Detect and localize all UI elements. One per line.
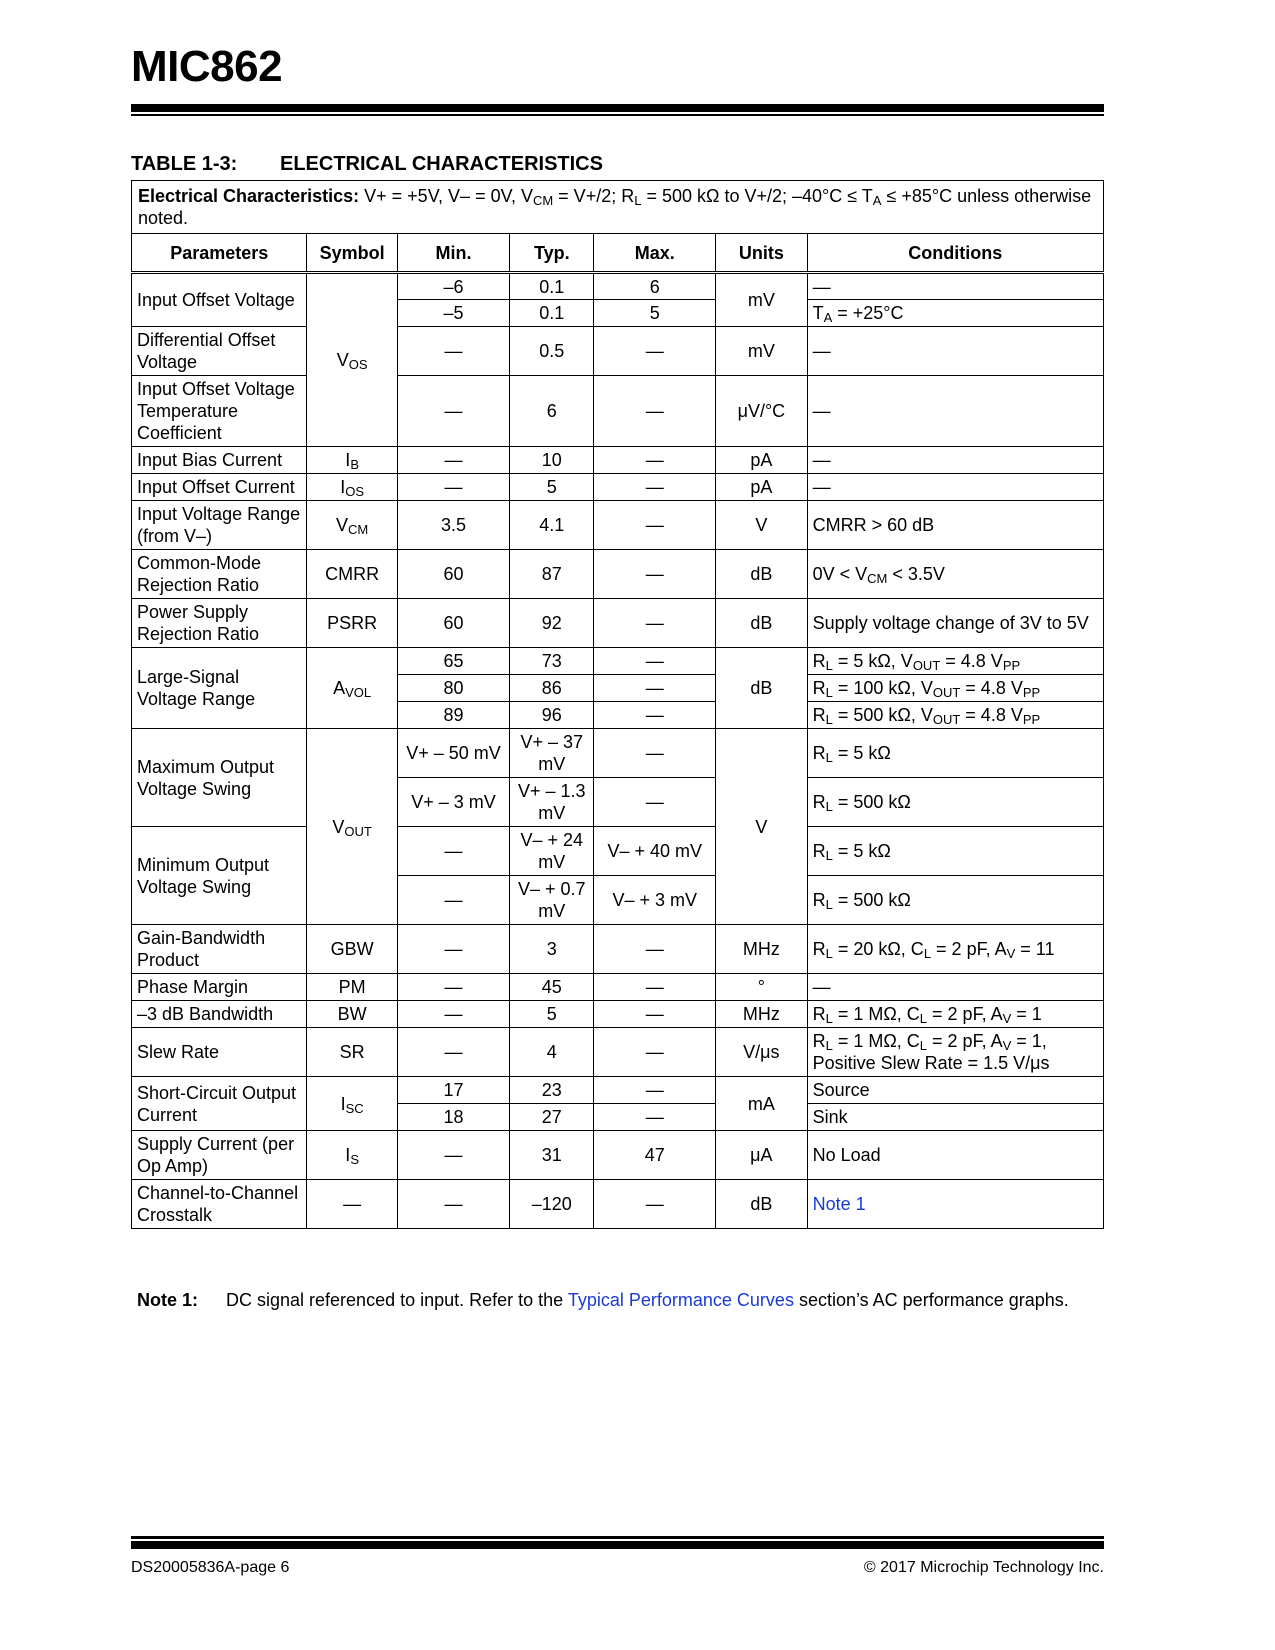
value-cell: 17	[397, 1077, 509, 1104]
col-header: Parameters	[132, 234, 307, 273]
conditions-cell: Supply voltage change of 3V to 5V	[807, 599, 1103, 648]
conditions-cell: $R_L = 1$ MΩ, $C_L = 2$ pF, $A_V = 1$, Positive Slew Rate = 1.5 V/μs	[807, 1028, 1103, 1077]
conditions-cell: CMRR > 60 dB	[807, 501, 1103, 550]
value-cell: —	[594, 501, 716, 550]
param-cell: Input Bias Current	[132, 447, 307, 474]
param-cell: Large-Signal Voltage Range	[132, 648, 307, 729]
value-cell: 0.1	[510, 273, 594, 300]
header-rule	[131, 104, 1104, 112]
value-cell: —	[397, 376, 509, 447]
value-cell: —	[594, 925, 716, 974]
value-cell: —	[397, 974, 509, 1001]
value-cell: —	[594, 702, 716, 729]
symbol-cell: $V_{CM}$	[307, 501, 397, 550]
value-cell: —	[594, 1180, 716, 1229]
value-cell: —	[594, 327, 716, 376]
param-cell: Input Voltage Range (from V–)	[132, 501, 307, 550]
conditions-cell: $R_L = 20$ kΩ, $C_L = 2$ pF, $A_V = 11$	[807, 925, 1103, 974]
param-cell: Maximum Output Voltage Swing	[132, 729, 307, 827]
col-header: Min.	[397, 234, 509, 273]
col-header: Typ.	[510, 234, 594, 273]
param-cell: –3 dB Bandwidth	[132, 1001, 307, 1028]
conditions-cell: Sink	[807, 1104, 1103, 1131]
conditions-cell: $R_L = 5$ kΩ	[807, 827, 1103, 876]
conditions-cell: $R_L = 100$ kΩ, $V_{OUT} = 4.8$ $V_{PP}$	[807, 675, 1103, 702]
value-cell: —	[397, 925, 509, 974]
col-header: Units	[716, 234, 807, 273]
param-cell: Gain-Bandwidth Product	[132, 925, 307, 974]
note-label: Note 1:	[137, 1290, 199, 1310]
conditions-cell: —	[807, 273, 1103, 300]
conditions-cell: $R_L = 5$ kΩ	[807, 729, 1103, 778]
conditions-cell: —	[807, 974, 1103, 1001]
value-cell: —	[397, 474, 509, 501]
note-text: DC signal referenced to input. Refer to the	[226, 1290, 568, 1310]
value-cell: 60	[397, 599, 509, 648]
param-cell: Minimum Output Voltage Swing	[132, 827, 307, 925]
value-cell: 4	[510, 1028, 594, 1077]
value-cell: V+ – 37 mV	[510, 729, 594, 778]
value-cell: 5	[510, 1001, 594, 1028]
value-cell: 86	[510, 675, 594, 702]
value-cell: —	[397, 447, 509, 474]
value-cell: 87	[510, 550, 594, 599]
value-cell: 92	[510, 599, 594, 648]
note-text: section’s AC performance graphs.	[793, 1290, 1069, 1310]
value-cell: —	[594, 1001, 716, 1028]
value-cell: 47	[594, 1131, 716, 1180]
value-cell: 0.5	[510, 327, 594, 376]
table-row	[132, 550, 1104, 599]
param-cell: Common-Mode Rejection Ratio	[132, 550, 307, 599]
conditions-cell: No Load	[807, 1131, 1103, 1180]
value-cell: V– + 3 mV	[594, 876, 716, 925]
document-number: DS20005836A-page 6	[131, 1559, 290, 1576]
symbol-cell: GBW	[307, 925, 397, 974]
table-row	[132, 376, 1104, 447]
copyright: © 2017 Microchip Technology Inc.	[863, 1559, 1104, 1576]
symbol-cell: SR	[307, 1028, 397, 1077]
conditions-cell: $T_A = +25^\circ C$	[807, 300, 1103, 327]
value-cell: –5	[397, 300, 509, 327]
table-row	[132, 925, 1104, 974]
table-row	[132, 599, 1104, 648]
units-cell: °	[716, 974, 807, 1001]
value-cell: —	[594, 778, 716, 827]
units-cell: dB	[716, 1180, 807, 1229]
symbol-cell: PM	[307, 974, 397, 1001]
symbol-cell: $V_{OUT}$	[307, 729, 397, 925]
footer-rule	[131, 1541, 1104, 1549]
symbol-cell: CMRR	[307, 550, 397, 599]
symbol-cell: $V_{OS}$	[307, 273, 397, 447]
symbol-cell: BW	[307, 1001, 397, 1028]
electrical-characteristics-table	[131, 180, 1104, 1229]
value-cell: 6	[594, 273, 716, 300]
conditions-cell: —	[807, 376, 1103, 447]
param-cell: Channel-to-Channel Crosstalk	[132, 1180, 307, 1229]
value-cell: 10	[510, 447, 594, 474]
value-cell: V+ – 1.3 mV	[510, 778, 594, 827]
param-cell: Slew Rate	[132, 1028, 307, 1077]
value-cell: —	[594, 447, 716, 474]
value-cell: V– + 24 mV	[510, 827, 594, 876]
units-cell: mV	[716, 327, 807, 376]
value-cell: 5	[594, 300, 716, 327]
value-cell: —	[594, 1104, 716, 1131]
header-row	[132, 234, 1104, 273]
value-cell: —	[594, 974, 716, 1001]
value-cell: V+ – 50 mV	[397, 729, 509, 778]
col-header: Symbol	[307, 234, 397, 273]
table-title: ELECTRICAL CHARACTERISTICS	[280, 153, 603, 175]
symbol-cell: PSRR	[307, 599, 397, 648]
table-number: TABLE 1-3:	[131, 153, 238, 175]
value-cell: —	[594, 474, 716, 501]
value-cell: –6	[397, 273, 509, 300]
conditions-cell: Source	[807, 1077, 1103, 1104]
symbol-cell: —	[307, 1180, 397, 1229]
conditions-cell: —	[807, 474, 1103, 501]
value-cell: 5	[510, 474, 594, 501]
table-row	[132, 1028, 1104, 1077]
value-cell: 23	[510, 1077, 594, 1104]
value-cell: V+ – 3 mV	[397, 778, 509, 827]
value-cell: —	[397, 827, 509, 876]
units-cell: dB	[716, 648, 807, 729]
value-cell: 96	[510, 702, 594, 729]
table-row	[132, 447, 1104, 474]
symbol-cell: $A_{VOL}$	[307, 648, 397, 729]
value-cell: —	[594, 729, 716, 778]
value-cell: V– + 0.7 mV	[510, 876, 594, 925]
units-cell: pA	[716, 447, 807, 474]
value-cell: —	[397, 1028, 509, 1077]
conditions-cell: $R_L = 500$ kΩ	[807, 876, 1103, 925]
units-cell: dB	[716, 550, 807, 599]
value-cell: —	[594, 599, 716, 648]
footer-rule-thin	[131, 1536, 1104, 1539]
table-note	[137, 1290, 1069, 1311]
conditions-cell: $R_L = 500$ kΩ, $V_{OUT} = 4.8$ $V_{PP}$	[807, 702, 1103, 729]
units-cell: MHz	[716, 1001, 807, 1028]
header-rule-thin	[131, 114, 1104, 116]
value-cell: 80	[397, 675, 509, 702]
value-cell: —	[397, 1180, 509, 1229]
value-cell: 60	[397, 550, 509, 599]
symbol-cell: $I_{SC}$	[307, 1077, 397, 1131]
value-cell: 18	[397, 1104, 509, 1131]
value-cell: —	[594, 376, 716, 447]
param-cell: Input Offset Voltage Temperature Coefficient	[132, 376, 307, 447]
table-caption	[131, 153, 603, 176]
table-row	[132, 474, 1104, 501]
table-row	[132, 1001, 1104, 1028]
table-row	[132, 974, 1104, 1001]
value-cell: —	[594, 1028, 716, 1077]
table-row	[132, 1077, 1104, 1104]
units-cell: V/μs	[716, 1028, 807, 1077]
param-cell: Supply Current (per Op Amp)	[132, 1131, 307, 1180]
units-cell: mV	[716, 273, 807, 327]
value-cell: —	[397, 327, 509, 376]
table-row	[132, 1180, 1104, 1229]
value-cell: V– + 40 mV	[594, 827, 716, 876]
conditions-cell: —	[807, 447, 1103, 474]
units-cell: MHz	[716, 925, 807, 974]
value-cell: 73	[510, 648, 594, 675]
value-cell: 3	[510, 925, 594, 974]
param-cell: Input Offset Current	[132, 474, 307, 501]
table-row	[132, 648, 1104, 675]
param-cell: Phase Margin	[132, 974, 307, 1001]
value-cell: –120	[510, 1180, 594, 1229]
table-row	[132, 827, 1104, 876]
table-row	[132, 729, 1104, 778]
table-row	[132, 1131, 1104, 1180]
intro-row	[132, 181, 1104, 234]
value-cell: 3.5	[397, 501, 509, 550]
value-cell: —	[594, 648, 716, 675]
intro-cell: Electrical Characteristics: V+ = +5V, V– = 0V, $V_{CM} = V+/2$; $R_L = 500$ kΩ to V+/2; $-40^\circ C \le T_A \le +85^\circ C$ unless otherwise noted.	[132, 181, 1104, 234]
conditions-cell	[807, 1180, 1103, 1229]
value-cell: 65	[397, 648, 509, 675]
conditions-cell: $R_L = 1$ MΩ, $C_L = 2$ pF, $A_V = 1$	[807, 1001, 1103, 1028]
table-row	[132, 501, 1104, 550]
value-cell: —	[594, 1077, 716, 1104]
units-cell: V	[716, 501, 807, 550]
value-cell: —	[594, 675, 716, 702]
value-cell: 27	[510, 1104, 594, 1131]
table-row	[132, 327, 1104, 376]
value-cell: —	[397, 1001, 509, 1028]
units-cell: mA	[716, 1077, 807, 1131]
conditions-cell: $R_L = 500$ kΩ	[807, 778, 1103, 827]
typical-performance-curves-link[interactable]: Typical Performance Curves	[567, 1290, 794, 1310]
units-cell: pA	[716, 474, 807, 501]
symbol-cell: $I_B$	[307, 447, 397, 474]
document-title: MIC862	[131, 42, 283, 91]
param-cell: Input Offset Voltage	[132, 273, 307, 327]
units-cell: dB	[716, 599, 807, 648]
value-cell: —	[594, 550, 716, 599]
value-cell: —	[397, 876, 509, 925]
value-cell: 4.1	[510, 501, 594, 550]
param-cell: Differential Offset Voltage	[132, 327, 307, 376]
conditions-cell: —	[807, 327, 1103, 376]
value-cell: 0.1	[510, 300, 594, 327]
units-cell: μA	[716, 1131, 807, 1180]
table-row	[132, 273, 1104, 300]
col-header: Max.	[594, 234, 716, 273]
conditions-cell: $0V < V_{CM} < 3.5V$	[807, 550, 1103, 599]
value-cell: 89	[397, 702, 509, 729]
note-1-link[interactable]: Note 1	[812, 1194, 866, 1214]
symbol-cell: $I_S$	[307, 1131, 397, 1180]
param-cell: Short-Circuit Output Current	[132, 1077, 307, 1131]
param-cell: Power Supply Rejection Ratio	[132, 599, 307, 648]
col-header: Conditions	[807, 234, 1103, 273]
value-cell: 6	[510, 376, 594, 447]
units-cell: V	[716, 729, 807, 925]
symbol-cell: $I_{OS}$	[307, 474, 397, 501]
value-cell: 31	[510, 1131, 594, 1180]
value-cell: —	[397, 1131, 509, 1180]
conditions-cell: $R_L = 5$ kΩ, $V_{OUT} = 4.8$ $V_{PP}$	[807, 648, 1103, 675]
value-cell: 45	[510, 974, 594, 1001]
units-cell: μV/°C	[716, 376, 807, 447]
